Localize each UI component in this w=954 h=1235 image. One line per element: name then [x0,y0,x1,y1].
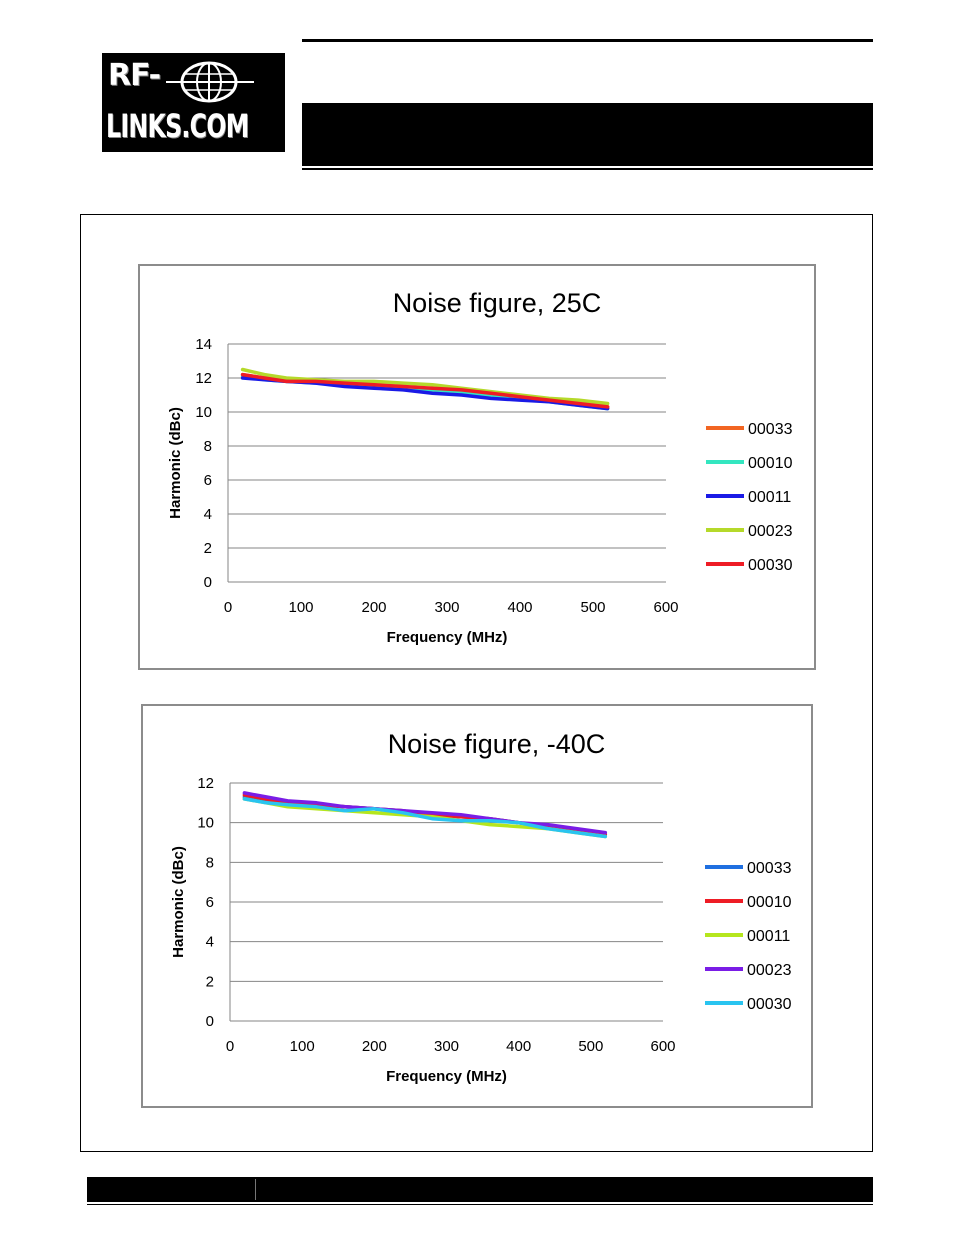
legend-label: 00011 [747,928,791,945]
y-tick-label: 4 [205,933,214,951]
x-tick-label: 100 [288,599,314,616]
legend-label: 00030 [747,996,792,1013]
legend-label: 00023 [748,523,793,540]
series-line-00030 [244,799,605,837]
y-tick-label: 10 [195,404,212,421]
x-tick-label: 200 [361,1038,387,1055]
legend-label: 00033 [748,421,793,438]
x-tick-label: 0 [225,1038,235,1055]
x-axis-label: Frequency (MHz) [386,1068,507,1085]
x-tick-label: 0 [223,599,233,616]
y-tick-label: 6 [203,472,212,489]
y-tick-label: 4 [203,506,212,523]
chart-svg-minus40c [143,706,811,1106]
logo-text-links: LINKS.COM [106,107,249,145]
y-tick-label: 2 [203,540,212,557]
x-tick-label: 300 [433,1038,460,1055]
y-axis-label: Harmonic (dBc) [167,407,184,519]
legend-label: 00033 [747,860,792,877]
y-tick-label: 8 [205,854,214,872]
y-tick-label: 8 [203,438,212,455]
rf-links-logo [102,53,285,152]
y-axis-label: Harmonic (dBc) [170,846,187,958]
y-tick-label: 2 [205,973,214,991]
y-tick-label: 6 [205,894,214,911]
chart-noise-figure-25c [138,264,816,670]
logo-text-rf: RF- [108,58,161,93]
y-tick-label: 0 [203,574,212,591]
header-band [302,103,873,166]
chart-title: Noise figure, -40C [387,729,606,759]
x-tick-label: 200 [361,599,387,616]
y-tick-label: 14 [195,336,212,353]
legend-label: 00010 [747,894,792,911]
x-tick-label: 400 [507,599,533,616]
header-rule [302,39,873,42]
x-tick-label: 400 [506,1038,532,1055]
x-tick-label: 100 [289,1038,315,1055]
series-line-00023 [244,793,605,833]
chart-noise-figure-minus40c [141,704,813,1108]
legend-label: 00011 [748,489,792,506]
y-tick-label: 12 [195,370,212,387]
x-tick-label: 300 [434,599,460,616]
x-tick-label: 600 [653,599,679,616]
footer-bar [87,1177,873,1202]
header-underline [302,168,873,170]
x-axis-label: Frequency (MHz) [386,629,508,646]
x-tick-label: 500 [578,1038,604,1055]
legend-label: 00010 [748,455,793,472]
chart-title: Noise figure, 25C [392,288,602,318]
legend-label: 00023 [747,962,792,979]
chart-svg-25c [140,266,814,668]
x-tick-label: 500 [580,599,606,616]
footer-rule [87,1204,873,1205]
legend-label: 00030 [748,557,793,574]
y-tick-label: 0 [205,1013,214,1030]
footer-divider [255,1179,256,1200]
y-tick-label: 10 [197,814,214,832]
x-tick-label: 600 [650,1038,676,1055]
y-tick-label: 12 [197,775,214,792]
